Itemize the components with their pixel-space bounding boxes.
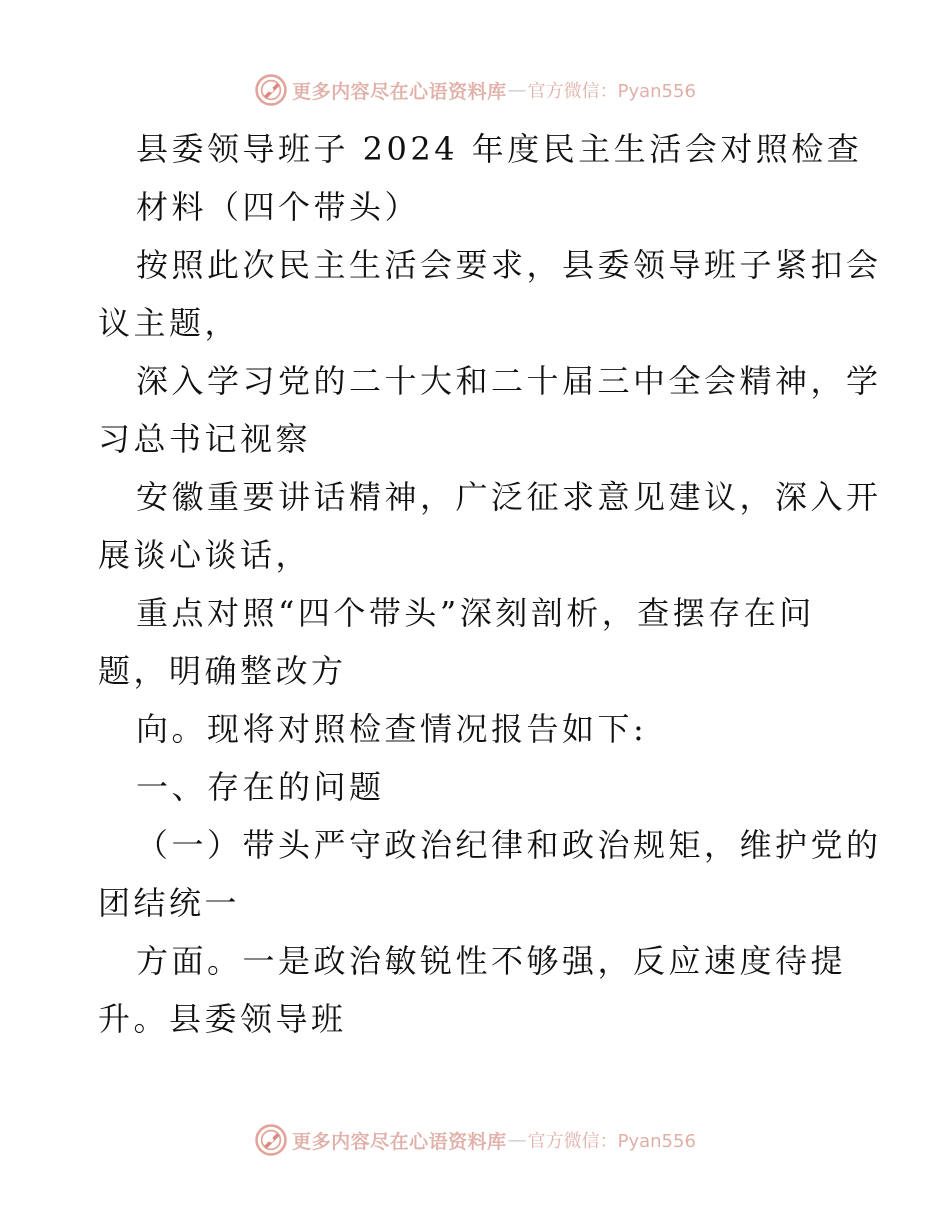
separator: — xyxy=(507,79,527,101)
library-text: 更多内容尽在心语资料库 xyxy=(292,80,507,103)
seal-logo-icon xyxy=(254,1123,288,1157)
wechat-text: 官方微信：Pyan556 xyxy=(527,1131,696,1152)
paragraph-line: 深入学习党的二十大和二十届三中全会精神，学 xyxy=(136,362,882,400)
paragraph-line: 重点对照“四个带头”深刻剖析，查摆存在问 xyxy=(136,594,815,632)
seal-logo-icon xyxy=(254,73,288,107)
paragraph-line: 题，明确整改方 xyxy=(98,652,347,690)
separator: — xyxy=(507,1129,527,1151)
document-title-line-2: 材料（四个带头） xyxy=(136,188,421,226)
paragraph-line: 习总书记视察 xyxy=(98,420,312,458)
paragraph-line: 团结统一 xyxy=(98,884,241,922)
document-body xyxy=(98,120,882,1048)
paragraph-line: 议主题， xyxy=(98,304,241,342)
section-heading: 一、存在的问题 xyxy=(136,768,385,806)
document-title-line-1: 县委领导班子 2024 年度民主生活会对照检查 xyxy=(136,130,863,168)
paragraph-line: 安徽重要讲话精神，广泛征求意见建议，深入开 xyxy=(136,478,882,516)
paragraph-line: 按照此次民主生活会要求，县委领导班子紧扣会 xyxy=(136,246,882,284)
subsection-heading: （一）带头严守政治纪律和政治规矩，维护党的 xyxy=(136,826,882,864)
paragraph-line: 方面。一是政治敏锐性不够强，反应速度待提 xyxy=(136,942,847,980)
wechat-text: 官方微信：Pyan556 xyxy=(527,81,696,102)
footer-watermark xyxy=(0,1120,950,1160)
header-watermark xyxy=(0,70,950,110)
paragraph-line: 向。现将对照检查情况报告如下: xyxy=(136,710,648,748)
paragraph-line: 展谈心谈话， xyxy=(98,536,312,574)
paragraph-line: 升。县委领导班 xyxy=(98,1000,347,1038)
library-text: 更多内容尽在心语资料库 xyxy=(292,1130,507,1153)
